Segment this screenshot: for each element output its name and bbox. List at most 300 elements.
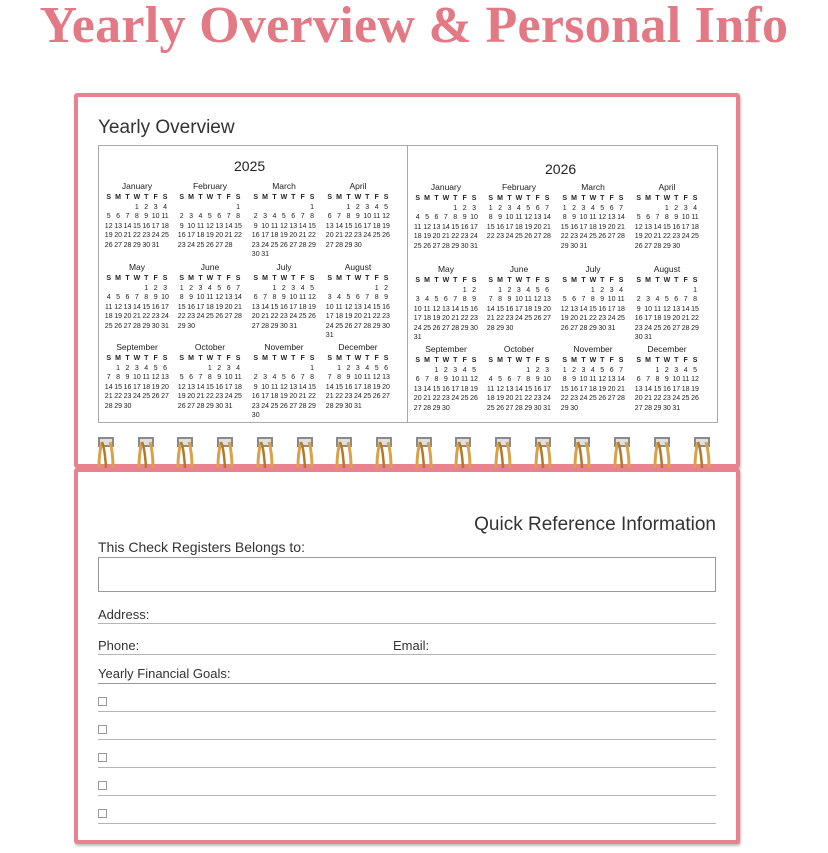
weekday-label: T bbox=[655, 277, 660, 284]
goal-line[interactable] bbox=[98, 795, 716, 796]
empty-day bbox=[215, 203, 224, 213]
day-cell: 27 bbox=[382, 393, 390, 400]
day-cell: 30 bbox=[662, 404, 671, 412]
weekday-label: S bbox=[235, 275, 241, 282]
weekday-label: T bbox=[125, 194, 130, 201]
goal-line[interactable] bbox=[98, 711, 716, 712]
day-cell: 22 bbox=[588, 315, 597, 322]
day-cell: 25 bbox=[413, 242, 422, 250]
day-cell: 20 bbox=[570, 315, 578, 322]
day-cell: 8 bbox=[144, 294, 149, 301]
day-cell: 24 bbox=[289, 313, 298, 320]
day-cell: 29 bbox=[560, 404, 569, 412]
month-day-grid bbox=[104, 193, 170, 250]
weekday-label: W bbox=[280, 194, 288, 201]
day-cell: 8 bbox=[179, 294, 184, 301]
day-cell: 11 bbox=[589, 214, 597, 221]
day-cell: 3 bbox=[507, 204, 512, 212]
month-name: February bbox=[192, 181, 227, 191]
day-cell: 19 bbox=[372, 383, 381, 391]
weekday-label: M bbox=[336, 275, 342, 282]
day-cell: 18 bbox=[161, 222, 169, 230]
address-label: Address: bbox=[98, 607, 150, 622]
goal-checkbox[interactable] bbox=[98, 725, 107, 734]
day-cell: 12 bbox=[382, 213, 390, 220]
day-cell: 2 bbox=[674, 204, 679, 212]
day-cell: 30 bbox=[353, 241, 362, 249]
weekday-label: S bbox=[471, 277, 477, 284]
day-cell: 26 bbox=[598, 395, 607, 402]
day-cell: 29 bbox=[496, 324, 504, 332]
month-name: January bbox=[121, 181, 153, 191]
empty-day bbox=[643, 366, 652, 376]
weekday-label: S bbox=[106, 355, 112, 362]
day-cell: 16 bbox=[251, 232, 260, 239]
day-cell: 29 bbox=[114, 402, 122, 410]
day-cell: 9 bbox=[507, 296, 512, 303]
day-cell: 15 bbox=[486, 223, 495, 231]
month-2026-may bbox=[413, 263, 479, 343]
day-cell: 9 bbox=[125, 374, 130, 381]
day-cell: 15 bbox=[432, 385, 441, 393]
day-cell: 12 bbox=[423, 223, 431, 231]
day-cell: 10 bbox=[363, 213, 372, 220]
weekday-label: T bbox=[198, 355, 203, 362]
day-cell: 4 bbox=[236, 364, 240, 372]
month-day-grid bbox=[486, 276, 552, 333]
month-name: March bbox=[581, 182, 605, 192]
day-cell: 8 bbox=[562, 214, 567, 221]
day-cell: 23 bbox=[496, 233, 504, 240]
day-cell: 3 bbox=[415, 296, 420, 303]
day-cell: 12 bbox=[691, 376, 699, 383]
empty-day bbox=[353, 284, 362, 294]
day-cell: 15 bbox=[524, 385, 533, 393]
weekday-label: T bbox=[272, 194, 277, 201]
day-cell: 29 bbox=[691, 324, 699, 332]
day-cell: 24 bbox=[224, 393, 233, 400]
day-cell: 12 bbox=[470, 376, 478, 383]
day-cell: 4 bbox=[163, 203, 167, 211]
day-cell: 14 bbox=[681, 305, 690, 313]
day-cell: 14 bbox=[335, 222, 343, 230]
month-name: December bbox=[338, 342, 378, 352]
day-cell: 22 bbox=[496, 315, 504, 322]
month-day-grid bbox=[560, 194, 626, 251]
day-cell: 11 bbox=[691, 214, 699, 221]
day-cell: 30 bbox=[460, 242, 469, 250]
day-cell: 17 bbox=[672, 385, 681, 393]
goal-checkbox[interactable] bbox=[98, 781, 107, 790]
day-cell: 29 bbox=[524, 404, 533, 412]
day-cell: 22 bbox=[132, 232, 141, 239]
month-2026-april bbox=[634, 181, 700, 251]
month-name: September bbox=[425, 344, 467, 354]
weekday-label: W bbox=[442, 195, 450, 202]
weekday-label: M bbox=[262, 194, 268, 201]
day-cell: 14 bbox=[653, 223, 662, 231]
day-cell: 14 bbox=[423, 385, 431, 393]
day-cell: 6 bbox=[189, 374, 194, 381]
day-cell: 23 bbox=[151, 313, 160, 320]
empty-day bbox=[251, 284, 260, 294]
day-cell: 6 bbox=[291, 213, 296, 220]
weekday-label: S bbox=[327, 355, 333, 362]
day-cell: 8 bbox=[207, 374, 212, 381]
day-cell: 10 bbox=[196, 294, 205, 301]
day-cell: 21 bbox=[441, 233, 450, 240]
day-cell: 7 bbox=[337, 213, 342, 220]
empty-day bbox=[560, 286, 569, 296]
month-day-grid bbox=[177, 354, 243, 411]
day-cell: 17 bbox=[514, 305, 523, 313]
day-cell: 4 bbox=[144, 364, 149, 372]
month-2025-july bbox=[251, 261, 317, 331]
month-2026-august bbox=[634, 263, 700, 343]
day-cell: 7 bbox=[516, 376, 521, 383]
weekday-label: S bbox=[383, 275, 389, 282]
day-cell: 25 bbox=[486, 404, 495, 412]
day-cell: 11 bbox=[653, 305, 662, 313]
day-cell: 11 bbox=[373, 213, 381, 220]
day-cell: 11 bbox=[161, 213, 169, 220]
day-cell: 29 bbox=[588, 324, 597, 332]
day-cell: 27 bbox=[161, 393, 169, 400]
day-cell: 18 bbox=[196, 232, 205, 239]
day-cell: 14 bbox=[451, 305, 460, 313]
weekday-label: M bbox=[424, 277, 430, 284]
day-cell: 10 bbox=[579, 214, 588, 221]
day-cell: 10 bbox=[672, 376, 681, 383]
day-cell: 15 bbox=[308, 383, 316, 391]
day-cell: 12 bbox=[598, 376, 607, 383]
day-cell: 10 bbox=[505, 214, 514, 221]
day-cell: 16 bbox=[123, 383, 132, 391]
day-cell: 9 bbox=[664, 376, 669, 383]
weekday-label: T bbox=[198, 275, 203, 282]
weekday-label: S bbox=[106, 275, 112, 282]
day-cell: 30 bbox=[533, 404, 542, 412]
day-cell: 30 bbox=[279, 322, 288, 330]
day-cell: 8 bbox=[453, 214, 458, 221]
day-cell: 11 bbox=[461, 376, 469, 383]
day-cell: 5 bbox=[346, 294, 351, 301]
day-cell: 17 bbox=[363, 222, 372, 230]
day-cell: 15 bbox=[205, 383, 214, 391]
day-cell: 2 bbox=[346, 364, 351, 372]
day-cell: 7 bbox=[106, 374, 111, 381]
weekday-label: S bbox=[636, 357, 642, 364]
weekday-label: M bbox=[571, 277, 577, 284]
day-cell: 19 bbox=[533, 305, 542, 313]
weekday-label: T bbox=[674, 357, 679, 364]
day-cell: 15 bbox=[270, 303, 279, 311]
weekday-label: F bbox=[535, 195, 540, 202]
day-cell: 25 bbox=[196, 241, 205, 249]
day-cell: 12 bbox=[524, 214, 533, 221]
day-cell: 17 bbox=[413, 315, 422, 322]
calendar-divider bbox=[407, 146, 408, 422]
day-cell: 24 bbox=[514, 315, 523, 322]
day-cell: 10 bbox=[353, 374, 362, 381]
day-cell: 24 bbox=[413, 324, 422, 332]
weekday-label: S bbox=[253, 355, 259, 362]
month-day-grid bbox=[634, 276, 700, 343]
day-cell: 23 bbox=[215, 393, 224, 400]
day-cell: 2 bbox=[664, 366, 669, 374]
weekday-label: T bbox=[291, 275, 296, 282]
day-cell: 6 bbox=[545, 286, 549, 294]
day-cell: 5 bbox=[374, 364, 379, 372]
day-cell: 24 bbox=[261, 241, 269, 249]
day-cell: 30 bbox=[382, 322, 390, 330]
weekday-label: S bbox=[618, 357, 624, 364]
weekday-label: M bbox=[497, 277, 503, 284]
day-cell: 27 bbox=[441, 324, 450, 332]
day-cell: 24 bbox=[579, 395, 588, 402]
day-cell: 13 bbox=[672, 305, 681, 313]
day-cell: 24 bbox=[543, 395, 551, 402]
day-cell: 11 bbox=[206, 294, 214, 301]
day-cell: 1 bbox=[134, 203, 139, 211]
day-cell: 12 bbox=[205, 222, 214, 230]
day-cell: 16 bbox=[344, 383, 353, 391]
goal-line[interactable] bbox=[98, 767, 716, 768]
day-cell: 10 bbox=[451, 376, 460, 383]
day-cell: 28 bbox=[104, 402, 113, 410]
day-cell: 10 bbox=[161, 294, 169, 301]
weekday-label: F bbox=[153, 355, 158, 362]
day-cell: 28 bbox=[234, 313, 242, 320]
day-cell: 20 bbox=[413, 395, 422, 402]
day-cell: 17 bbox=[261, 393, 269, 400]
day-cell: 24 bbox=[151, 232, 160, 239]
day-cell: 19 bbox=[279, 232, 288, 239]
day-cell: 20 bbox=[123, 313, 132, 320]
day-cell: 15 bbox=[372, 303, 381, 311]
weekday-label: T bbox=[600, 195, 605, 202]
day-cell: 7 bbox=[300, 213, 305, 220]
day-cell: 24 bbox=[672, 395, 681, 402]
day-cell: 5 bbox=[636, 214, 641, 221]
banner-title: Yearly Overview & Personal Info bbox=[39, 0, 789, 54]
day-cell: 22 bbox=[270, 313, 279, 320]
day-cell: 12 bbox=[279, 222, 288, 230]
weekday-label: S bbox=[162, 194, 168, 201]
day-cell: 20 bbox=[325, 232, 334, 239]
day-cell: 20 bbox=[441, 315, 450, 322]
day-cell: 1 bbox=[207, 364, 212, 372]
day-cell: 19 bbox=[177, 393, 186, 400]
day-cell: 7 bbox=[327, 374, 332, 381]
day-cell: 11 bbox=[234, 374, 242, 381]
empty-day bbox=[298, 364, 307, 374]
empty-day bbox=[344, 284, 353, 294]
day-cell: 4 bbox=[337, 294, 342, 301]
month-name: November bbox=[573, 344, 613, 354]
day-cell: 23 bbox=[177, 241, 186, 249]
weekday-label: T bbox=[272, 275, 277, 282]
day-cell: 20 bbox=[382, 383, 390, 391]
day-cell: 20 bbox=[644, 233, 652, 240]
day-cell: 14 bbox=[261, 303, 269, 311]
day-cell: 11 bbox=[363, 374, 371, 381]
weekday-label: F bbox=[609, 357, 614, 364]
goal-checkbox[interactable] bbox=[98, 697, 107, 706]
month-name: June bbox=[200, 262, 220, 272]
day-cell: 31 bbox=[289, 322, 298, 330]
day-cell: 15 bbox=[132, 222, 141, 230]
day-cell: 30 bbox=[634, 334, 643, 341]
day-cell: 1 bbox=[498, 286, 503, 294]
day-cell: 22 bbox=[308, 393, 316, 400]
empty-day bbox=[205, 203, 214, 213]
day-cell: 16 bbox=[177, 232, 186, 239]
month-day-grid bbox=[486, 194, 552, 242]
day-cell: 27 bbox=[607, 233, 616, 240]
day-cell: 8 bbox=[337, 374, 342, 381]
day-cell: 5 bbox=[664, 296, 669, 303]
day-cell: 15 bbox=[588, 305, 597, 313]
day-cell: 24 bbox=[325, 322, 334, 330]
day-cell: 14 bbox=[543, 214, 551, 221]
empty-day bbox=[422, 286, 431, 296]
day-cell: 13 bbox=[505, 385, 514, 393]
day-cell: 6 bbox=[674, 296, 679, 303]
weekday-label: M bbox=[645, 277, 651, 284]
weekday-label: T bbox=[526, 357, 531, 364]
day-cell: 17 bbox=[470, 223, 478, 231]
day-cell: 12 bbox=[177, 383, 186, 391]
day-cell: 2 bbox=[355, 203, 360, 211]
day-cell: 24 bbox=[470, 233, 478, 240]
day-cell: 6 bbox=[609, 204, 614, 212]
day-cell: 4 bbox=[488, 376, 493, 383]
day-cell: 25 bbox=[270, 241, 279, 249]
day-cell: 18 bbox=[486, 395, 495, 402]
empty-day bbox=[196, 203, 205, 213]
day-cell: 6 bbox=[384, 364, 388, 372]
day-cell: 18 bbox=[514, 223, 523, 231]
empty-day bbox=[579, 286, 588, 296]
phone-email-line[interactable] bbox=[98, 654, 716, 655]
day-cell: 13 bbox=[123, 303, 132, 311]
day-cell: 6 bbox=[116, 213, 121, 220]
weekday-label: T bbox=[125, 355, 130, 362]
day-cell: 4 bbox=[516, 204, 521, 212]
day-cell: 29 bbox=[460, 324, 469, 332]
day-cell: 13 bbox=[413, 385, 422, 393]
day-cell: 5 bbox=[179, 374, 184, 381]
day-cell: 10 bbox=[543, 376, 551, 383]
day-cell: 3 bbox=[134, 364, 139, 372]
day-cell: 10 bbox=[413, 305, 422, 313]
day-cell: 30 bbox=[441, 404, 450, 412]
day-cell: 14 bbox=[617, 376, 625, 383]
month-2026-february bbox=[486, 181, 552, 242]
day-cell: 27 bbox=[505, 404, 514, 412]
day-cell: 11 bbox=[142, 374, 150, 381]
day-cell: 4 bbox=[374, 203, 379, 211]
day-cell: 2 bbox=[600, 286, 605, 294]
day-cell: 22 bbox=[653, 395, 662, 402]
weekday-label: F bbox=[374, 194, 379, 201]
day-cell: 24 bbox=[187, 241, 195, 249]
day-cell: 10 bbox=[261, 383, 269, 391]
day-cell: 30 bbox=[570, 404, 578, 412]
belongs-to-field[interactable] bbox=[98, 557, 716, 592]
day-cell: 21 bbox=[335, 232, 343, 239]
day-cell: 24 bbox=[451, 395, 460, 402]
month-day-grid bbox=[177, 274, 243, 331]
day-cell: 6 bbox=[609, 366, 614, 374]
day-cell: 3 bbox=[189, 213, 194, 220]
day-cell: 5 bbox=[600, 204, 605, 212]
empty-day bbox=[422, 366, 431, 376]
weekday-label: S bbox=[383, 355, 389, 362]
weekday-label: T bbox=[346, 275, 351, 282]
weekday-label: W bbox=[280, 355, 288, 362]
day-cell: 21 bbox=[451, 315, 460, 322]
day-cell: 22 bbox=[372, 313, 381, 320]
goal-line[interactable] bbox=[98, 739, 716, 740]
goal-checkbox[interactable] bbox=[98, 809, 107, 818]
address-line[interactable] bbox=[98, 623, 716, 624]
day-cell: 24 bbox=[261, 402, 269, 410]
goal-line[interactable] bbox=[98, 823, 716, 824]
day-cell: 29 bbox=[205, 402, 214, 410]
day-cell: 14 bbox=[325, 383, 334, 391]
day-cell: 26 bbox=[598, 233, 607, 240]
empty-day bbox=[413, 286, 422, 296]
goal-checkbox[interactable] bbox=[98, 753, 107, 762]
day-cell: 30 bbox=[151, 322, 160, 330]
month-day-grid bbox=[560, 356, 626, 413]
day-cell: 21 bbox=[132, 313, 141, 320]
weekday-label: W bbox=[206, 355, 214, 362]
weekday-label: T bbox=[144, 194, 149, 201]
weekday-label: F bbox=[462, 195, 467, 202]
day-cell: 25 bbox=[234, 393, 242, 400]
day-cell: 31 bbox=[644, 334, 652, 341]
day-cell: 5 bbox=[281, 374, 286, 381]
day-cell: 24 bbox=[579, 233, 588, 240]
day-cell: 1 bbox=[346, 203, 351, 211]
day-cell: 9 bbox=[253, 222, 258, 230]
day-cell: 28 bbox=[423, 404, 431, 412]
weekday-label: F bbox=[609, 277, 614, 284]
day-cell: 21 bbox=[363, 313, 372, 320]
month-2025-august bbox=[325, 261, 391, 341]
day-cell: 24 bbox=[607, 315, 616, 322]
day-cell: 26 bbox=[279, 402, 288, 410]
day-cell: 4 bbox=[365, 364, 370, 372]
day-cell: 7 bbox=[425, 376, 430, 383]
day-cell: 10 bbox=[261, 222, 269, 230]
weekday-label: S bbox=[179, 194, 185, 201]
day-cell: 20 bbox=[432, 233, 441, 240]
day-cell: 1 bbox=[488, 204, 493, 212]
day-cell: 13 bbox=[325, 222, 334, 230]
day-cell: 19 bbox=[205, 232, 214, 239]
weekday-label: F bbox=[683, 195, 688, 202]
day-cell: 12 bbox=[662, 305, 671, 313]
day-cell: 10 bbox=[607, 296, 616, 303]
day-cell: 11 bbox=[487, 385, 495, 393]
day-cell: 13 bbox=[607, 376, 616, 383]
day-cell: 6 bbox=[646, 214, 651, 221]
day-cell: 22 bbox=[662, 233, 671, 240]
